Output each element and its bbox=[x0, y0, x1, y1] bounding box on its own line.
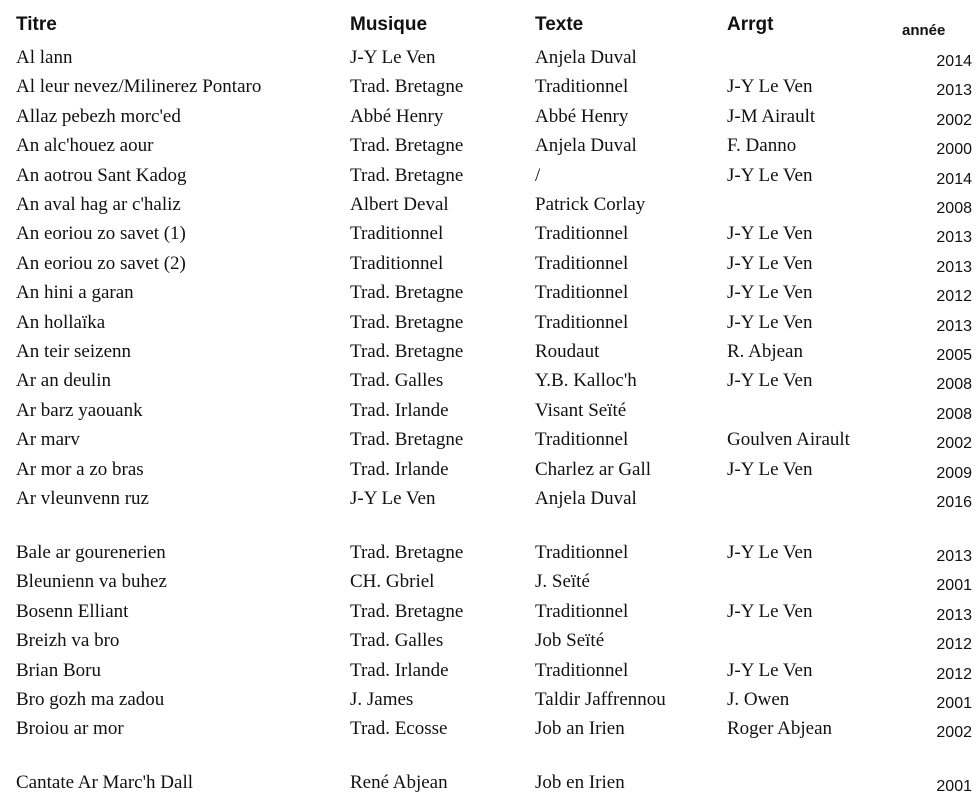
table-row bbox=[0, 340, 980, 369]
cell-titre: Breizh va bro bbox=[16, 630, 120, 652]
cell-arrgt: J. Owen bbox=[727, 689, 790, 710]
table-row bbox=[0, 75, 980, 104]
cell-musique: René Abjean bbox=[350, 772, 448, 793]
cell-musique: CH. Gbriel bbox=[350, 571, 435, 593]
cell-musique: J-Y Le Ven bbox=[350, 488, 436, 509]
cell-musique: Traditionnel bbox=[350, 252, 444, 274]
cell-annee: 2014 bbox=[936, 170, 972, 188]
cell-annee: 2013 bbox=[936, 317, 972, 335]
cell-texte: Traditionnel bbox=[535, 600, 629, 622]
table-row bbox=[0, 717, 980, 746]
cell-titre: An alc'houez aour bbox=[16, 135, 154, 157]
cell-texte: Abbé Henry bbox=[535, 105, 629, 127]
cell-arrgt: J-Y Le Ven bbox=[727, 76, 813, 98]
cell-arrgt: J-Y Le Ven bbox=[727, 164, 813, 186]
cell-annee: 2016 bbox=[936, 494, 972, 511]
cell-arrgt: J-Y Le Ven bbox=[727, 659, 813, 681]
table-row bbox=[0, 399, 980, 428]
cell-texte: Anjela Duval bbox=[535, 47, 637, 68]
cell-texte: Patrick Corlay bbox=[535, 194, 646, 215]
cell-titre: Allaz pebezh morc'ed bbox=[16, 105, 181, 127]
cell-annee: 2013 bbox=[936, 258, 972, 276]
cell-titre: An aval hag ar c'haliz bbox=[16, 194, 181, 215]
cell-annee: 2001 bbox=[936, 778, 972, 795]
cell-texte: Visant Seïté bbox=[535, 399, 627, 421]
header-annee: année bbox=[902, 22, 946, 39]
cell-arrgt: Goulven Airault bbox=[727, 429, 850, 451]
header-arrgt: Arrgt bbox=[727, 14, 774, 35]
cell-titre: Ar vleunvenn ruz bbox=[16, 488, 149, 509]
cell-annee: 2013 bbox=[936, 229, 972, 247]
cell-annee: 2000 bbox=[936, 141, 972, 159]
cell-titre: Ar barz yaouank bbox=[16, 399, 143, 421]
cell-titre: Ar an deulin bbox=[16, 370, 111, 392]
table-row bbox=[0, 600, 980, 629]
cell-texte: Traditionnel bbox=[535, 223, 629, 245]
cell-titre: Bleunienn va buhez bbox=[16, 571, 167, 593]
cell-musique: Trad. Bretagne bbox=[350, 542, 464, 563]
cell-musique: Trad. Ecosse bbox=[350, 718, 448, 740]
cell-titre: An teir seizenn bbox=[16, 341, 132, 362]
cell-musique: Albert Deval bbox=[350, 194, 449, 215]
table-row bbox=[0, 134, 980, 163]
cell-titre: Ar marv bbox=[16, 429, 80, 451]
cell-titre: Bro gozh ma zadou bbox=[16, 689, 165, 710]
cell-musique: Abbé Henry bbox=[350, 105, 444, 127]
cell-musique: Trad. Bretagne bbox=[350, 341, 464, 362]
cell-annee: 2008 bbox=[936, 405, 972, 423]
cell-annee: 2013 bbox=[936, 548, 972, 565]
cell-musique: Traditionnel bbox=[350, 223, 444, 245]
cell-texte: Taldir Jaffrennou bbox=[535, 689, 666, 710]
cell-texte: Job an Irien bbox=[535, 718, 625, 740]
table-row bbox=[0, 428, 980, 457]
cell-titre: Bosenn Elliant bbox=[16, 600, 129, 622]
cell-texte: / bbox=[535, 164, 541, 186]
cell-annee: 2001 bbox=[936, 695, 972, 712]
table-row bbox=[0, 252, 980, 281]
cell-musique: Trad. Bretagne bbox=[350, 135, 464, 157]
cell-arrgt: J-Y Le Ven bbox=[727, 311, 813, 333]
cell-texte: Traditionnel bbox=[535, 311, 629, 333]
cell-texte: Traditionnel bbox=[535, 542, 629, 563]
cell-annee: 2002 bbox=[936, 435, 972, 453]
cell-texte: Job en Irien bbox=[535, 772, 625, 793]
table-row bbox=[0, 487, 980, 516]
cell-arrgt: J-Y Le Ven bbox=[727, 282, 813, 304]
cell-titre: Bale ar gourenerien bbox=[16, 542, 166, 563]
table-row bbox=[0, 541, 980, 570]
table-row bbox=[0, 570, 980, 599]
cell-titre: An eoriou zo savet (2) bbox=[16, 252, 186, 274]
cell-annee: 2012 bbox=[936, 665, 972, 683]
table-row bbox=[0, 311, 980, 340]
cell-texte: Anjela Duval bbox=[535, 135, 637, 157]
cell-texte: Charlez ar Gall bbox=[535, 458, 652, 480]
cell-arrgt: R. Abjean bbox=[727, 341, 803, 362]
cell-titre: Cantate Ar Marc'h Dall bbox=[16, 772, 194, 793]
cell-titre: Brian Boru bbox=[16, 659, 101, 681]
table-row bbox=[0, 46, 980, 75]
header-musique: Musique bbox=[350, 14, 428, 35]
cell-musique: Trad. Irlande bbox=[350, 458, 449, 480]
table-row bbox=[0, 222, 980, 251]
cell-titre: Al lann bbox=[16, 47, 73, 68]
cell-annee: 2013 bbox=[936, 606, 972, 624]
cell-musique: Trad. Irlande bbox=[350, 399, 449, 421]
table-row bbox=[0, 688, 980, 717]
cell-titre: An hollaïka bbox=[16, 311, 106, 333]
header-texte: Texte bbox=[535, 14, 584, 35]
cell-annee: 2008 bbox=[936, 376, 972, 394]
table-row bbox=[0, 369, 980, 398]
cell-texte: Traditionnel bbox=[535, 76, 629, 98]
cell-texte: Job Seïté bbox=[535, 630, 605, 652]
cell-musique: Trad. Bretagne bbox=[350, 282, 464, 304]
header-titre: Titre bbox=[16, 14, 57, 35]
table-row bbox=[0, 193, 980, 222]
cell-texte: Traditionnel bbox=[535, 252, 629, 274]
table-row bbox=[0, 629, 980, 658]
cell-arrgt: F. Danno bbox=[727, 135, 797, 157]
cell-texte: Y.B. Kalloc'h bbox=[535, 370, 637, 392]
cell-musique: J. James bbox=[350, 689, 414, 710]
cell-musique: Trad. Bretagne bbox=[350, 600, 464, 622]
cell-musique: Trad. Bretagne bbox=[350, 164, 464, 186]
cell-titre: Ar mor a zo bras bbox=[16, 458, 144, 480]
cell-annee: 2012 bbox=[936, 288, 972, 306]
cell-musique: J-Y Le Ven bbox=[350, 47, 436, 68]
cell-arrgt: J-Y Le Ven bbox=[727, 600, 813, 622]
cell-texte: Roudaut bbox=[535, 341, 600, 362]
cell-annee: 2009 bbox=[936, 464, 972, 482]
cell-musique: Trad. Irlande bbox=[350, 659, 449, 681]
cell-annee: 2014 bbox=[936, 53, 972, 70]
cell-titre: Al leur nevez/Milinerez Pontaro bbox=[16, 76, 262, 98]
cell-annee: 2001 bbox=[936, 577, 972, 595]
cell-arrgt: J-Y Le Ven bbox=[727, 458, 813, 480]
cell-arrgt: J-Y Le Ven bbox=[727, 223, 813, 245]
cell-annee: 2005 bbox=[936, 347, 972, 364]
cell-arrgt: J-Y Le Ven bbox=[727, 542, 813, 563]
cell-arrgt: J-M Airault bbox=[727, 105, 816, 127]
cell-annee: 2002 bbox=[936, 111, 972, 129]
cell-texte: Traditionnel bbox=[535, 282, 629, 304]
cell-musique: Trad. Bretagne bbox=[350, 311, 464, 333]
table-row bbox=[0, 458, 980, 487]
table-row bbox=[0, 659, 980, 688]
cell-annee: 2002 bbox=[936, 724, 972, 742]
cell-musique: Trad. Bretagne bbox=[350, 76, 464, 98]
cell-annee: 2012 bbox=[936, 636, 972, 654]
table-row bbox=[0, 105, 980, 134]
cell-musique: Trad. Galles bbox=[350, 370, 444, 392]
cell-titre: An aotrou Sant Kadog bbox=[16, 164, 187, 186]
cell-titre: Broiou ar mor bbox=[16, 718, 124, 740]
cell-annee: 2013 bbox=[936, 82, 972, 100]
cell-arrgt: J-Y Le Ven bbox=[727, 370, 813, 392]
cell-arrgt: J-Y Le Ven bbox=[727, 252, 813, 274]
cell-musique: Trad. Galles bbox=[350, 630, 444, 652]
table-row bbox=[0, 164, 980, 193]
table-row bbox=[0, 281, 980, 310]
cell-annee: 2008 bbox=[936, 200, 972, 217]
table-row bbox=[0, 771, 980, 800]
cell-titre: An eoriou zo savet (1) bbox=[16, 223, 186, 245]
cell-texte: Anjela Duval bbox=[535, 488, 637, 509]
cell-arrgt: Roger Abjean bbox=[727, 718, 833, 740]
cell-texte: Traditionnel bbox=[535, 429, 629, 451]
cell-texte: J. Seïté bbox=[535, 571, 590, 593]
cell-musique: Trad. Bretagne bbox=[350, 429, 464, 451]
cell-titre: An hini a garan bbox=[16, 282, 134, 304]
cell-texte: Traditionnel bbox=[535, 659, 629, 681]
